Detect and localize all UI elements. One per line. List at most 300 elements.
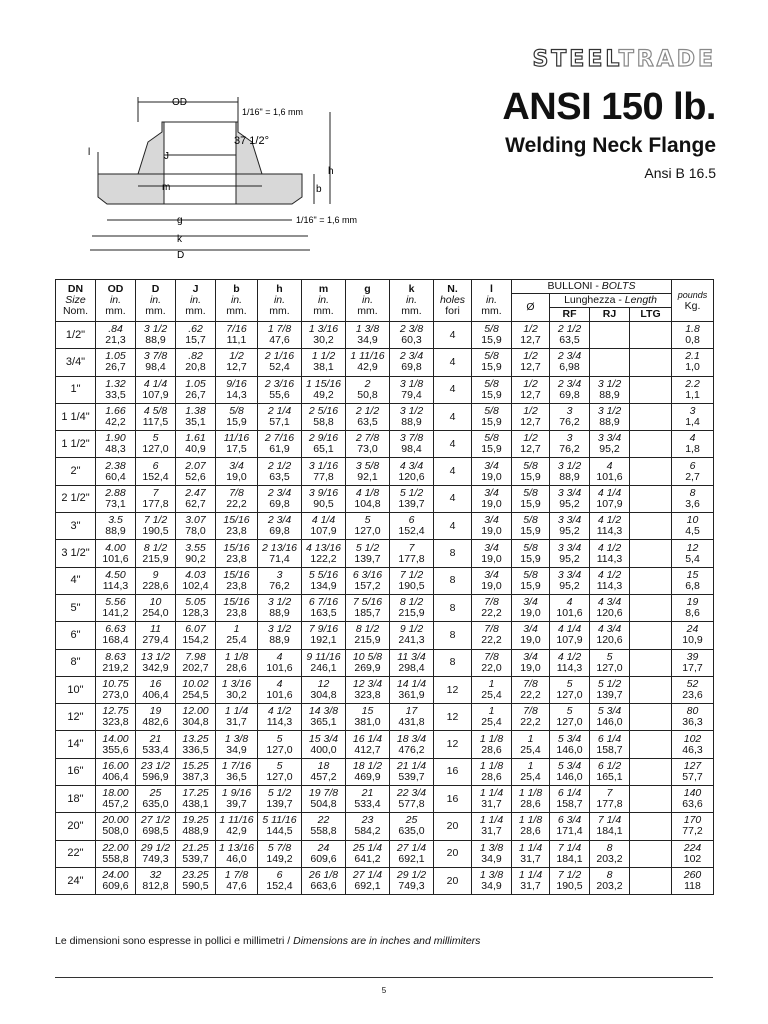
cell-k: 18 3/4 476,2 <box>390 731 434 758</box>
cell-b: 9/16 14,3 <box>216 376 258 403</box>
cell-o: 1 25,4 <box>512 731 550 758</box>
cell-ltg <box>630 622 672 649</box>
cell-l: 7/8 22,0 <box>472 649 512 676</box>
cell-h: 2 3/4 69,8 <box>258 513 302 540</box>
cell-rf: 4 1/4 107,9 <box>550 622 590 649</box>
cell-n: 8 <box>434 567 472 594</box>
cell-od: 2.38 60,4 <box>96 458 136 485</box>
cell-n: 20 <box>434 840 472 867</box>
cell-ltg <box>630 485 672 512</box>
raised-bottom-label: 1/16" = 1,6 mm <box>296 215 357 225</box>
header-ltg: LTG <box>630 308 672 322</box>
cell-w: 1.8 0,8 <box>672 322 714 349</box>
cell-dn: 1 1/2" <box>56 431 96 458</box>
header-bulloni: BULLONI - BOLTS <box>512 280 672 294</box>
cell-l: 7/8 22,2 <box>472 622 512 649</box>
cell-o: 1 25,4 <box>512 758 550 785</box>
cell-j: 15.25 387,3 <box>176 758 216 785</box>
cell-w: 140 63,6 <box>672 786 714 813</box>
cell-dn: 16" <box>56 758 96 785</box>
cell-d: 5 127,0 <box>136 431 176 458</box>
cell-w: 24 10,9 <box>672 622 714 649</box>
cell-rj: 8 203,2 <box>590 840 630 867</box>
cell-ltg <box>630 567 672 594</box>
cell-dn: 4" <box>56 567 96 594</box>
cell-ltg <box>630 649 672 676</box>
cell-od: 4.50 114,3 <box>96 567 136 594</box>
header-rf: RF <box>550 308 590 322</box>
cell-l: 1 1/8 28,6 <box>472 731 512 758</box>
standard-label: Ansi B 16.5 <box>644 165 716 181</box>
cell-rf: 7 1/4 184,1 <box>550 840 590 867</box>
cell-w: 224 102 <box>672 840 714 867</box>
cell-d: 4 1/4 107,9 <box>136 376 176 403</box>
cell-od: 1.05 26,7 <box>96 349 136 376</box>
cell-o: 1/2 12,7 <box>512 431 550 458</box>
cell-o: 5/8 15,9 <box>512 540 550 567</box>
page-subtitle: Welding Neck Flange <box>505 134 716 157</box>
cell-n: 4 <box>434 431 472 458</box>
cell-g: 7 5/16 185,7 <box>346 594 390 621</box>
cell-j: 4.03 102,4 <box>176 567 216 594</box>
cell-g: 5 127,0 <box>346 513 390 540</box>
cell-j: 2.07 52,6 <box>176 458 216 485</box>
cell-d: 21 533,4 <box>136 731 176 758</box>
cell-n: 4 <box>434 349 472 376</box>
cell-rf: 3 3/4 95,2 <box>550 540 590 567</box>
cell-w: 80 36,3 <box>672 704 714 731</box>
cell-d: 23 1/2 596,9 <box>136 758 176 785</box>
cell-rf: 3 3/4 95,2 <box>550 513 590 540</box>
cell-rj: 3 1/2 88,9 <box>590 403 630 430</box>
cell-k: 2 3/8 60,3 <box>390 322 434 349</box>
header-j: J in. mm. <box>176 280 216 322</box>
cell-w: 10 4,5 <box>672 513 714 540</box>
cell-o: 1 1/4 31,7 <box>512 867 550 894</box>
cell-k: 3 1/8 79,4 <box>390 376 434 403</box>
cell-b: 15/16 23,8 <box>216 594 258 621</box>
cell-o: 1/2 12,7 <box>512 322 550 349</box>
cell-od: 8.63 219,2 <box>96 649 136 676</box>
cell-m: 2 5/16 58,8 <box>302 403 346 430</box>
cell-j: 1.38 35,1 <box>176 403 216 430</box>
cell-dn: 3/4" <box>56 349 96 376</box>
cell-ltg <box>630 513 672 540</box>
cell-d: 19 482,6 <box>136 704 176 731</box>
table-row <box>56 676 714 703</box>
cell-b: 1 7/16 36,5 <box>216 758 258 785</box>
cell-m: 3 9/16 90,5 <box>302 485 346 512</box>
table-row <box>56 513 714 540</box>
cell-n: 4 <box>434 376 472 403</box>
cell-m: 1 1/2 38,1 <box>302 349 346 376</box>
cell-b: 1 9/16 39,7 <box>216 786 258 813</box>
table-row <box>56 458 714 485</box>
cell-rj: 4 3/4 120,6 <box>590 622 630 649</box>
cell-g: 1 3/8 34,9 <box>346 322 390 349</box>
page-number: 5 <box>381 986 387 995</box>
header-rj: RJ <box>590 308 630 322</box>
cell-m: 24 609,6 <box>302 840 346 867</box>
header-h: h in. mm. <box>258 280 302 322</box>
cell-ltg <box>630 594 672 621</box>
table-row <box>56 649 714 676</box>
cell-h: 2 1/4 57,1 <box>258 403 302 430</box>
cell-w: 2.2 1,1 <box>672 376 714 403</box>
cell-rf: 4 101,6 <box>550 594 590 621</box>
cell-l: 5/8 15,9 <box>472 403 512 430</box>
cell-o: 3/4 19,0 <box>512 594 550 621</box>
cell-n: 8 <box>434 649 472 676</box>
cell-b: 1 13/16 46,0 <box>216 840 258 867</box>
cell-rj: 5 127,0 <box>590 649 630 676</box>
header-d: D in. mm. <box>136 280 176 322</box>
cell-m: 9 11/16 246,1 <box>302 649 346 676</box>
cell-rf: 3 3/4 95,2 <box>550 485 590 512</box>
cell-o: 3/4 19,0 <box>512 649 550 676</box>
l-label: l <box>88 147 91 158</box>
cell-l: 5/8 15,9 <box>472 322 512 349</box>
g-label: g <box>177 215 183 226</box>
cell-k: 14 1/4 361,9 <box>390 676 434 703</box>
cell-n: 12 <box>434 676 472 703</box>
brand-part-1: STEEL <box>532 47 619 72</box>
raised-top-label: 1/16" = 1,6 mm <box>242 107 303 117</box>
cell-ltg <box>630 758 672 785</box>
cell-o: 5/8 15,9 <box>512 458 550 485</box>
cell-d: 9 228,6 <box>136 567 176 594</box>
cell-l: 3/4 19,0 <box>472 485 512 512</box>
cell-m: 3 1/16 77,8 <box>302 458 346 485</box>
cell-d: 8 1/2 215,9 <box>136 540 176 567</box>
cell-ltg <box>630 540 672 567</box>
cell-n: 8 <box>434 622 472 649</box>
cell-l: 7/8 22,2 <box>472 594 512 621</box>
cell-j: 12.00 304,8 <box>176 704 216 731</box>
cell-h: 2 7/16 61,9 <box>258 431 302 458</box>
cell-rj: 5 3/4 146,0 <box>590 704 630 731</box>
cell-k: 29 1/2 749,3 <box>390 867 434 894</box>
cell-g: 5 1/2 139,7 <box>346 540 390 567</box>
cell-b: 15/16 23,8 <box>216 540 258 567</box>
cell-ltg <box>630 431 672 458</box>
table-row <box>56 813 714 840</box>
cell-rf: 5 3/4 146,0 <box>550 758 590 785</box>
cell-rj: 6 1/2 165,1 <box>590 758 630 785</box>
cell-w: 6 2,7 <box>672 458 714 485</box>
cell-od: 6.63 168,4 <box>96 622 136 649</box>
cell-rf: 2 1/2 63,5 <box>550 322 590 349</box>
flange-bore <box>164 122 236 204</box>
flange-drawing <box>52 92 402 272</box>
cell-rj: 3 1/2 88,9 <box>590 376 630 403</box>
table-row <box>56 758 714 785</box>
cell-dn: 14" <box>56 731 96 758</box>
cell-od: 16.00 406,4 <box>96 758 136 785</box>
m-label: m <box>162 182 171 193</box>
cell-j: 19.25 488,9 <box>176 813 216 840</box>
cell-n: 8 <box>434 594 472 621</box>
table-row <box>56 540 714 567</box>
cell-n: 4 <box>434 403 472 430</box>
cell-b: 1 25,4 <box>216 622 258 649</box>
cell-m: 26 1/8 663,6 <box>302 867 346 894</box>
header-m: m in. mm. <box>302 280 346 322</box>
cell-b: 15/16 23,8 <box>216 567 258 594</box>
brand-part-2: TRADE <box>618 47 716 72</box>
cell-d: 3 1/2 88,9 <box>136 322 176 349</box>
cell-g: 2 1/2 63,5 <box>346 403 390 430</box>
cell-b: 1 3/16 30,2 <box>216 676 258 703</box>
cell-b: 11/16 17,5 <box>216 431 258 458</box>
cell-od: 18.00 457,2 <box>96 786 136 813</box>
cell-o: 5/8 15,9 <box>512 567 550 594</box>
cell-ltg <box>630 704 672 731</box>
cell-l: 1 1/4 31,7 <box>472 786 512 813</box>
cell-dn: 20" <box>56 813 96 840</box>
cell-d: 3 7/8 98,4 <box>136 349 176 376</box>
cell-ltg <box>630 376 672 403</box>
table-row <box>56 704 714 731</box>
cell-k: 7 177,8 <box>390 540 434 567</box>
cell-k: 22 3/4 577,8 <box>390 786 434 813</box>
cell-l: 3/4 19,0 <box>472 540 512 567</box>
header-diameter: Ø <box>512 294 550 322</box>
cell-dn: 12" <box>56 704 96 731</box>
cell-n: 8 <box>434 540 472 567</box>
cell-rj: 4 1/4 107,9 <box>590 485 630 512</box>
cell-g: 16 1/4 412,7 <box>346 731 390 758</box>
cell-w: 39 17,7 <box>672 649 714 676</box>
cell-od: 3.5 88,9 <box>96 513 136 540</box>
cell-dn: 6" <box>56 622 96 649</box>
cell-h: 5 127,0 <box>258 731 302 758</box>
cell-m: 15 3/4 400,0 <box>302 731 346 758</box>
j-label: J <box>164 151 169 162</box>
cell-n: 16 <box>434 758 472 785</box>
cell-n: 12 <box>434 731 472 758</box>
cell-rf: 3 3/4 95,2 <box>550 567 590 594</box>
cell-w: 15 6,8 <box>672 567 714 594</box>
cell-o: 1 1/4 31,7 <box>512 840 550 867</box>
cell-ltg <box>630 458 672 485</box>
cell-h: 2 3/4 69,8 <box>258 485 302 512</box>
cell-od: 4.00 101,6 <box>96 540 136 567</box>
cell-w: 260 118 <box>672 867 714 894</box>
cell-rf: 3 76,2 <box>550 431 590 458</box>
cell-w: 127 57,7 <box>672 758 714 785</box>
cell-k: 7 1/2 190,5 <box>390 567 434 594</box>
table-row <box>56 322 714 349</box>
cell-o: 7/8 22,2 <box>512 704 550 731</box>
cell-m: 7 9/16 192,1 <box>302 622 346 649</box>
cell-rj: 3 3/4 95,2 <box>590 431 630 458</box>
table-row <box>56 349 714 376</box>
cell-m: 4 13/16 122,2 <box>302 540 346 567</box>
cell-dn: 3" <box>56 513 96 540</box>
table-row <box>56 567 714 594</box>
cell-od: 1.32 33,5 <box>96 376 136 403</box>
cell-j: 3.55 90,2 <box>176 540 216 567</box>
cell-dn: 1/2" <box>56 322 96 349</box>
cell-n: 4 <box>434 513 472 540</box>
cell-h: 2 13/16 71,4 <box>258 540 302 567</box>
cell-b: 1 7/8 47,6 <box>216 867 258 894</box>
cell-j: 21.25 539,7 <box>176 840 216 867</box>
cell-j: .62 15,7 <box>176 322 216 349</box>
cell-j: 10.02 254,5 <box>176 676 216 703</box>
cell-dn: 10" <box>56 676 96 703</box>
cell-od: .84 21,3 <box>96 322 136 349</box>
cell-ltg <box>630 403 672 430</box>
cell-h: 5 127,0 <box>258 758 302 785</box>
cell-l: 5/8 15,9 <box>472 431 512 458</box>
cell-h: 3 1/2 88,9 <box>258 594 302 621</box>
cell-w: 102 46,3 <box>672 731 714 758</box>
cell-ltg <box>630 349 672 376</box>
cell-h: 3 76,2 <box>258 567 302 594</box>
cell-od: 2.88 73,1 <box>96 485 136 512</box>
cell-h: 2 1/16 52,4 <box>258 349 302 376</box>
cell-d: 27 1/2 698,5 <box>136 813 176 840</box>
cell-m: 2 9/16 65,1 <box>302 431 346 458</box>
cell-j: 1.05 26,7 <box>176 376 216 403</box>
cell-od: 24.00 609,6 <box>96 867 136 894</box>
cell-h: 4 101,6 <box>258 649 302 676</box>
cell-k: 5 1/2 139,7 <box>390 485 434 512</box>
cell-g: 2 7/8 73,0 <box>346 431 390 458</box>
cell-l: 1 3/8 34,9 <box>472 867 512 894</box>
cell-j: 13.25 336,5 <box>176 731 216 758</box>
cell-o: 1 1/8 28,6 <box>512 813 550 840</box>
cell-n: 4 <box>434 322 472 349</box>
cell-od: 1.90 48,3 <box>96 431 136 458</box>
cell-g: 10 5/8 269,9 <box>346 649 390 676</box>
cell-d: 6 152,4 <box>136 458 176 485</box>
cell-l: 1 25,4 <box>472 676 512 703</box>
flange-spec-table <box>55 279 714 895</box>
cell-k: 3 1/2 88,9 <box>390 403 434 430</box>
cell-g: 8 1/2 215,9 <box>346 622 390 649</box>
page-title: ANSI 150 lb. <box>502 86 716 128</box>
cell-rj <box>590 349 630 376</box>
cell-k: 17 431,8 <box>390 704 434 731</box>
cell-h: 4 101,6 <box>258 676 302 703</box>
cell-ltg <box>630 676 672 703</box>
cell-dn: 18" <box>56 786 96 813</box>
cell-m: 22 558,8 <box>302 813 346 840</box>
cell-rj: 5 1/2 139,7 <box>590 676 630 703</box>
cell-b: 1 1/4 31,7 <box>216 704 258 731</box>
cell-rf: 2 3/4 6,98 <box>550 349 590 376</box>
cell-d: 7 1/2 190,5 <box>136 513 176 540</box>
cell-o: 1/2 12,7 <box>512 349 550 376</box>
cell-l: 3/4 19,0 <box>472 458 512 485</box>
cell-ltg <box>630 786 672 813</box>
cell-g: 15 381,0 <box>346 704 390 731</box>
table-row <box>56 485 714 512</box>
cell-od: 10.75 273,0 <box>96 676 136 703</box>
cell-k: 8 1/2 215,9 <box>390 594 434 621</box>
table-row <box>56 376 714 403</box>
cell-rj: 4 101,6 <box>590 458 630 485</box>
cell-d: 10 254,0 <box>136 594 176 621</box>
table-body <box>56 322 714 895</box>
cell-od: 12.75 323,8 <box>96 704 136 731</box>
cell-dn: 2" <box>56 458 96 485</box>
cell-rj: 4 1/2 114,3 <box>590 567 630 594</box>
cell-ltg <box>630 322 672 349</box>
cell-m: 4 1/4 107,9 <box>302 513 346 540</box>
cell-rf: 6 3/4 171,4 <box>550 813 590 840</box>
cell-j: 5.05 128,3 <box>176 594 216 621</box>
cell-d: 25 635,0 <box>136 786 176 813</box>
cell-l: 1 1/8 28,6 <box>472 758 512 785</box>
footer-rule <box>55 977 713 978</box>
cell-n: 4 <box>434 485 472 512</box>
cell-rf: 6 1/4 158,7 <box>550 786 590 813</box>
header-l: l in. mm. <box>472 280 512 322</box>
cell-n: 20 <box>434 813 472 840</box>
cell-h: 5 1/2 139,7 <box>258 786 302 813</box>
cell-m: 19 7/8 504,8 <box>302 786 346 813</box>
cell-od: 14.00 355,6 <box>96 731 136 758</box>
b-label: b <box>316 184 322 195</box>
cell-k: 9 1/2 241,3 <box>390 622 434 649</box>
cell-rf: 7 1/2 190,5 <box>550 867 590 894</box>
cell-dn: 1 1/4" <box>56 403 96 430</box>
cell-d: 32 812,8 <box>136 867 176 894</box>
cell-h: 2 3/16 55,6 <box>258 376 302 403</box>
cell-w: 3 1,4 <box>672 403 714 430</box>
cell-h: 5 7/8 149,2 <box>258 840 302 867</box>
cell-j: 3.07 78,0 <box>176 513 216 540</box>
cell-d: 29 1/2 749,3 <box>136 840 176 867</box>
table-row <box>56 622 714 649</box>
cell-j: 17.25 438,1 <box>176 786 216 813</box>
cell-k: 4 3/4 120,6 <box>390 458 434 485</box>
cell-o: 5/8 15,9 <box>512 485 550 512</box>
header-dn: DN Size Nom. <box>56 280 96 322</box>
table-row <box>56 840 714 867</box>
cell-dn: 2 1/2" <box>56 485 96 512</box>
cell-k: 2 3/4 69,8 <box>390 349 434 376</box>
cell-j: 23.25 590,5 <box>176 867 216 894</box>
cell-dn: 3 1/2" <box>56 540 96 567</box>
h-label: h <box>328 166 334 177</box>
cell-od: 20.00 508,0 <box>96 813 136 840</box>
cell-rj: 4 1/2 114,3 <box>590 540 630 567</box>
cell-b: 7/16 11,1 <box>216 322 258 349</box>
cell-w: 2.1 1,0 <box>672 349 714 376</box>
cell-g: 3 5/8 92,1 <box>346 458 390 485</box>
cell-k: 21 1/4 539,7 <box>390 758 434 785</box>
cell-k: 27 1/4 692,1 <box>390 840 434 867</box>
cell-g: 23 584,2 <box>346 813 390 840</box>
cell-l: 1 1/4 31,7 <box>472 813 512 840</box>
cell-m: 12 304,8 <box>302 676 346 703</box>
header-length: Lunghezza - Length <box>550 294 672 308</box>
cell-l: 3/4 19,0 <box>472 513 512 540</box>
cell-rf: 2 3/4 69,8 <box>550 376 590 403</box>
cell-d: 13 1/2 342,9 <box>136 649 176 676</box>
cell-n: 12 <box>434 704 472 731</box>
k-label: k <box>177 234 182 245</box>
cell-n: 16 <box>434 786 472 813</box>
table-row <box>56 731 714 758</box>
cell-b: 1 3/8 34,9 <box>216 731 258 758</box>
cell-ltg <box>630 813 672 840</box>
